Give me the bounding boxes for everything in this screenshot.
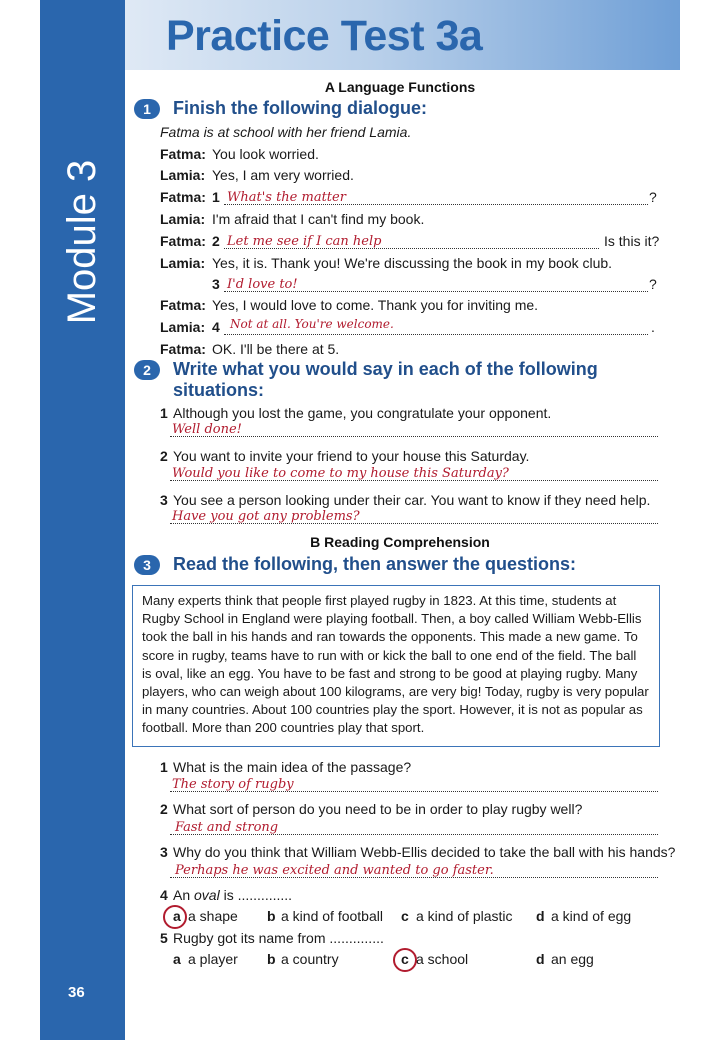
page-title: Practice Test 3a (166, 12, 483, 60)
section-b-heading: B Reading Comprehension (310, 534, 490, 550)
dialogue-line: Yes, I would love to come. Thank you for inviting me. (212, 297, 539, 313)
exercise-3-heading: Read the following, then answer the questions: (173, 554, 577, 574)
mc-stem: An oval is .............. (173, 887, 293, 903)
reading-passage (142, 592, 652, 738)
option-text[interactable]: a kind of football (281, 908, 383, 924)
exercise-1-heading: Finish the following dialogue: (173, 98, 427, 118)
dialogue-line: You look worried. (212, 146, 319, 162)
passage-line: score in rugby, teams have to run with or kick the ball to one end of the field. The ball (142, 647, 637, 663)
item-number: 5 (160, 930, 168, 946)
option-letter[interactable]: b (267, 951, 276, 967)
item-number: 1 (160, 405, 168, 421)
handwritten-answer: The story of rugby (172, 777, 294, 792)
speaker-label: Lamia: (160, 211, 206, 227)
passage-line: football. More than 200 countries play that sport. (142, 720, 425, 736)
item-number: 4 (160, 887, 168, 903)
item-number: 1 (212, 189, 220, 205)
question-text: What is the main idea of the passage? (173, 759, 412, 775)
line-end: ? (649, 276, 657, 292)
option-text[interactable]: a shape (188, 908, 238, 924)
module-label: Module 3 (60, 159, 104, 325)
item-number: 3 (212, 276, 220, 292)
option-text[interactable]: an egg (551, 951, 594, 967)
option-text[interactable]: a player (188, 951, 238, 967)
exercise-2-heading: Write what you would say in each of the following (173, 359, 598, 379)
handwritten-answer: Would you like to come to my house this Saturday? (172, 466, 509, 481)
passage-line: in many countries. About 100 countries play the sport. However, it is not as popular as (142, 702, 643, 718)
handwritten-answer: Well done! (172, 422, 242, 437)
option-letter[interactable]: c (401, 908, 409, 924)
speaker-label: Lamia: (160, 167, 206, 183)
option-letter[interactable]: b (267, 908, 276, 924)
exercise-1-number: 1 (134, 99, 160, 119)
option-letter[interactable]: a (173, 908, 181, 924)
item-number: 2 (160, 448, 168, 464)
dialogue-line: Yes, I am very worried. (212, 167, 354, 183)
line-end: Is this it? (604, 233, 660, 249)
page-number: 36 (68, 984, 85, 1001)
option-text[interactable]: a kind of plastic (416, 908, 513, 924)
passage-line: Rugby School in England were playing football. Then, a boy called William Webb-Ellis (142, 611, 642, 627)
speaker-label: Fatma: (160, 297, 206, 313)
item-number: 2 (160, 801, 168, 817)
exercise-3-number: 3 (134, 555, 160, 575)
passage-line: players, who can weigh about 100 kilograms, are very big! Today, rugby is very popular (142, 684, 649, 700)
speaker-label: Lamia: (160, 319, 206, 335)
handwritten-answer: Let me see if I can help (227, 234, 382, 249)
handwritten-answer: Fast and strong (175, 820, 279, 835)
section-a-heading: A Language Functions (324, 79, 476, 95)
speaker-label: Fatma: (160, 189, 206, 205)
situation-text: You want to invite your friend to your house this Saturday. (173, 448, 530, 464)
speaker-label: Fatma: (160, 233, 206, 249)
dialogue-line: OK. I'll be there at 5. (212, 341, 340, 357)
dialogue-line: Yes, it is. Thank you! We're discussing the book in my book club. (212, 255, 613, 271)
handwritten-answer: What's the matter (227, 190, 346, 205)
handwritten-answer: Not at all. You're welcome. (230, 317, 394, 331)
option-text[interactable]: a kind of egg (551, 908, 632, 924)
dialogue-line: I'm afraid that I can't find my book. (212, 211, 425, 227)
situation-text: Although you lost the game, you congratulate your opponent. (173, 405, 552, 421)
exercise-2-heading-cont: situations: (173, 380, 265, 400)
handwritten-answer: Perhaps he was excited and wanted to go faster. (175, 863, 494, 878)
speaker-label: Fatma: (160, 146, 206, 162)
handwritten-answer: Have you got any problems? (172, 509, 360, 524)
item-number: 2 (212, 233, 220, 249)
item-number: 3 (160, 844, 168, 860)
option-letter[interactable]: d (536, 951, 545, 967)
answer-line[interactable] (170, 422, 658, 437)
passage-line: took the ball in his hands and ran towards the opponents. This made a new game. To (142, 629, 638, 645)
situation-text: You see a person looking under their car. You want to know if they need help. (173, 492, 651, 508)
handwritten-answer: I'd love to! (227, 277, 298, 292)
option-letter[interactable]: c (401, 951, 409, 967)
passage-line: Many experts think that people first played rugby in 1823. At this time, students at (142, 593, 617, 608)
line-end: . (651, 319, 655, 335)
option-letter[interactable]: a (173, 951, 181, 967)
passage-line: is oval, like an egg. You have to be fast and strong to be good at playing rugby. Many (142, 665, 638, 681)
option-text[interactable]: a country (281, 951, 339, 967)
speaker-label: Lamia: (160, 255, 206, 271)
line-end: ? (649, 189, 657, 205)
item-number: 4 (212, 319, 220, 335)
dialogue-intro: Fatma is at school with her friend Lamia. (160, 124, 412, 140)
speaker-label: Fatma: (160, 341, 206, 357)
question-text: What sort of person do you need to be in order to play rugby well? (173, 801, 583, 817)
item-number: 1 (160, 759, 168, 775)
question-text: Why do you think that William Webb-Ellis decided to take the ball with his hands? (173, 844, 676, 860)
option-text[interactable]: a school (416, 951, 469, 967)
exercise-2-number: 2 (134, 360, 160, 380)
option-letter[interactable]: d (536, 908, 545, 924)
mc-stem: Rugby got its name from .............. (173, 930, 384, 946)
item-number: 3 (160, 492, 168, 508)
